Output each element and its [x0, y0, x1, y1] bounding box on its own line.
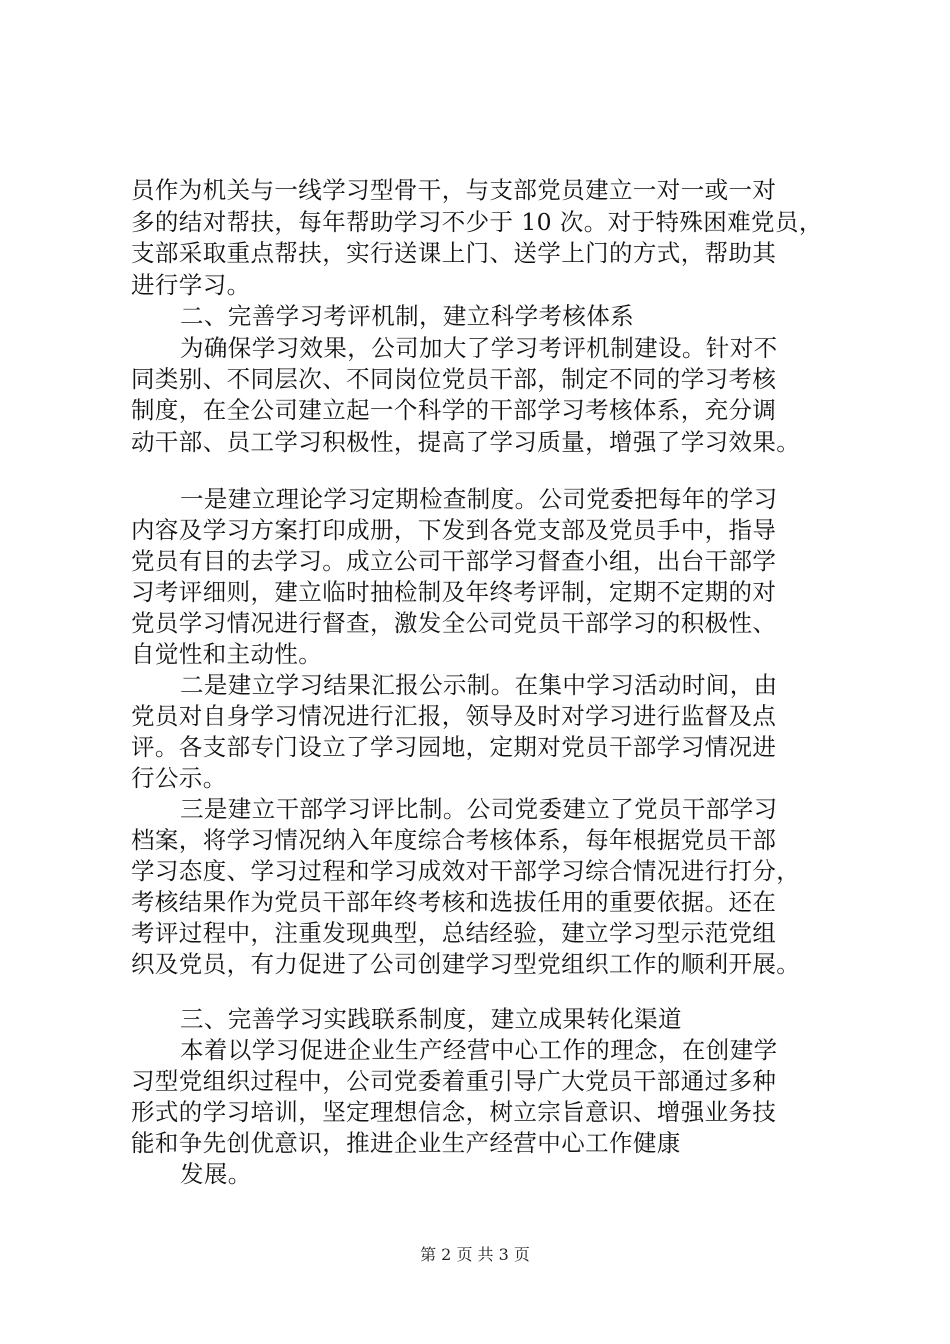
text-line: 评。各支部专门设立了学习园地，定期对党员干部学习情况进 [131, 733, 777, 761]
text-line: 档案，将学习情况纳入年度综合考核体系，每年根据党员干部 [131, 826, 777, 854]
text-line: 发展。 [180, 1160, 252, 1188]
text-line: 习型党组织过程中，公司党委着重引导广大党员干部通过多种 [131, 1067, 777, 1095]
text-line: 考评过程中，注重发现典型，总结经验，建立学习型示范党组 [131, 919, 777, 947]
text-line: 二是建立学习结果汇报公示制。在集中学习活动时间，由 [180, 671, 778, 699]
text-line: 制度，在全公司建立起一个科学的干部学习考核体系，充分调 [131, 396, 777, 424]
section-heading: 二、完善学习考评机制，建立科学考核体系 [180, 302, 635, 330]
text-line: 织及党员，有力促进了公司创建学习型党组织工作的顺利开展。 [131, 950, 801, 978]
page-number-footer: 第 2 页 共 3 页 [420, 1245, 530, 1264]
text-line: 自觉性和主动性。 [131, 640, 323, 668]
text-line: 习考评细则，建立临时抽检制及年终考评制，定期不定期的对 [131, 578, 777, 606]
text-line: 多的结对帮扶，每年帮助学习不少于 10 次。对于特殊困难党员， [131, 208, 823, 236]
text-line: 考核结果作为党员干部年终考核和选拔任用的重要依据。还在 [131, 888, 777, 916]
text-line: 动干部、员工学习积极性，提高了学习质量，增强了学习效果。 [131, 428, 801, 456]
text-line: 本着以学习促进企业生产经营中心工作的理念，在创建学 [180, 1036, 778, 1064]
section-heading: 三、完善学习实践联系制度，建立成果转化渠道 [180, 1005, 682, 1033]
text-line: 内容及学习方案打印成册，下发到各党支部及党员手中，指导 [131, 516, 777, 544]
text-line: 一是建立理论学习定期检查制度。公司党委把每年的学习 [180, 485, 778, 513]
text-line: 员作为机关与一线学习型骨干，与支部党员建立一对一或一对 [131, 176, 777, 204]
text-line: 学习态度、学习过程和学习成效对干部学习综合情况进行打分， [131, 857, 801, 885]
text-line: 党员有目的去学习。成立公司干部学习督查小组，出台干部学 [131, 547, 777, 575]
text-line: 进行学习。 [131, 271, 251, 299]
text-line: 行公示。 [131, 764, 227, 792]
text-line: 能和争先创优意识，推进企业生产经营中心工作健康 [131, 1129, 681, 1157]
text-line: 同类别、不同层次、不同岗位党员干部，制定不同的学习考核 [131, 365, 777, 393]
text-line: 支部采取重点帮扶，实行送课上门、送学上门的方式，帮助其 [131, 239, 777, 267]
text-line: 为确保学习效果，公司加大了学习考评机制建设。针对不 [180, 334, 778, 362]
text-line: 党员对自身学习情况进行汇报，领导及时对学习进行监督及点 [131, 702, 777, 730]
text-line: 党员学习情况进行督查，激发全公司党员干部学习的积极性、 [131, 609, 777, 637]
text-line: 形式的学习培训，坚定理想信念，树立宗旨意识、增强业务技 [131, 1098, 777, 1126]
text-line: 三是建立干部学习评比制。公司党委建立了党员干部学习 [180, 795, 778, 823]
